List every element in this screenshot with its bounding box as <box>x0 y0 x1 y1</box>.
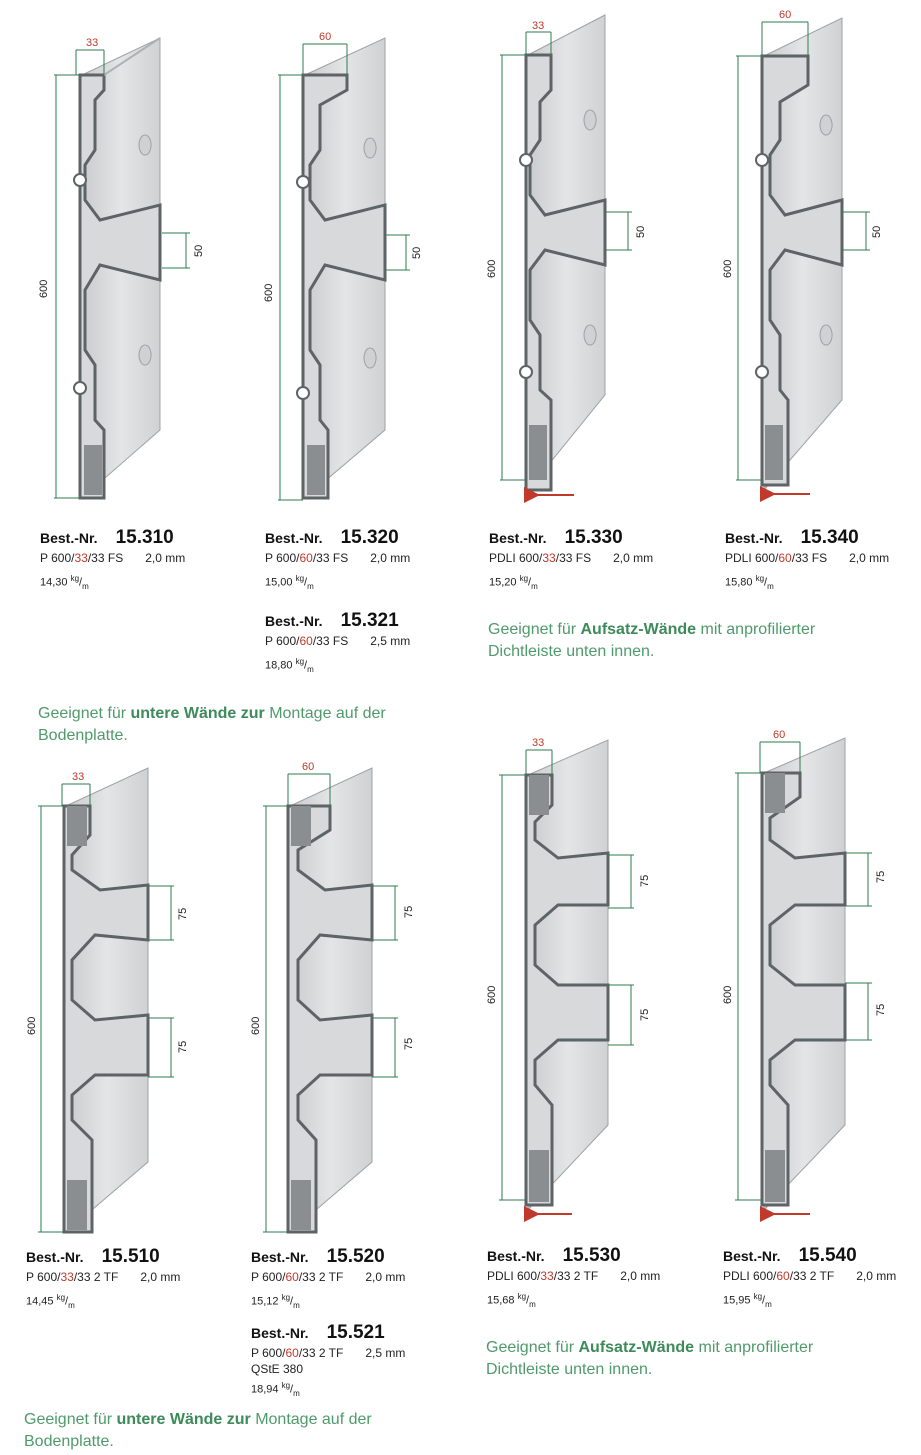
product-name: PDLI 600/33/33 FS 2,0 mm <box>489 551 654 565</box>
product-name: P 600/33/33 2 TF 2,0 mm <box>26 1270 181 1284</box>
profile-15520-depth2: 75 <box>403 1037 415 1050</box>
profile-15340-depth: 50 <box>871 225 883 238</box>
profile-15520-drawing <box>263 768 398 1232</box>
product-card-15321 <box>265 610 410 674</box>
profile-15530-drawing <box>499 740 634 1214</box>
profile-15320-height: 600 <box>263 283 275 302</box>
profile-15510-depth2: 75 <box>177 1040 189 1053</box>
weight: 14,45 $^{kg}/_m$ <box>26 1293 75 1310</box>
weight: 15,68 $^{kg}/_m$ <box>487 1292 536 1309</box>
profile-15540-width: 60 <box>773 729 786 741</box>
profile-15510-height: 600 <box>26 1016 38 1035</box>
bestnr-label: Best.-Nr. <box>265 613 323 629</box>
note-aufsatz-bottom: Geeignet für Aufsatz-Wände mit anprofilierter Dichtleiste unten innen. <box>486 1339 814 1378</box>
material: QStE 380 <box>251 1362 304 1376</box>
profile-15520-depth1: 75 <box>403 905 415 918</box>
bestnr-label: Best.-Nr. <box>40 530 98 546</box>
bestnr-value: 15.310 <box>115 527 174 548</box>
product-name: P 600/60/33 2 TF 2,5 mm <box>251 1346 406 1360</box>
product-card-15310 <box>40 527 185 591</box>
product-card-15540 <box>723 1245 896 1309</box>
profile-15310-height: 600 <box>38 279 50 298</box>
profile-15340-width: 60 <box>779 9 792 21</box>
bestnr-label: Best.-Nr. <box>489 530 547 546</box>
note-untere-top: Geeignet für untere Wände zur Montage auf der Bodenplatte. <box>38 705 386 744</box>
profile-15330-drawing <box>500 15 632 495</box>
profile-15530-depth2: 75 <box>639 1008 651 1021</box>
product-name: P 600/60/33 FS 2,5 mm <box>265 634 411 648</box>
profile-15510-width: 33 <box>72 771 85 783</box>
note-aufsatz-top: Geeignet für Aufsatz-Wände mit anprofilierter Dichtleiste unten innen. <box>488 621 816 660</box>
bestnr-label: Best.-Nr. <box>251 1249 309 1265</box>
weight: 15,80 $^{kg}/_m$ <box>725 574 774 591</box>
profile-15530-width: 33 <box>532 737 545 749</box>
profile-15330-height: 600 <box>486 259 498 278</box>
thickness: 2,0 mm <box>849 551 890 565</box>
product-name: P 600/60/33 2 TF 2,0 mm <box>251 1270 406 1284</box>
product-card-15320 <box>265 527 410 591</box>
product-card-15521 <box>251 1322 405 1398</box>
bestnr-value: 15.320 <box>340 527 399 548</box>
profile-15310-drawing <box>54 38 190 498</box>
weight: 15,95 $^{kg}/_m$ <box>723 1292 772 1309</box>
thickness: 2,0 mm <box>365 1270 406 1284</box>
product-card-15330 <box>489 527 653 591</box>
bestnr-value: 15.530 <box>562 1245 621 1266</box>
thickness: 2,0 mm <box>140 1270 181 1284</box>
thickness: 2,0 mm <box>145 551 186 565</box>
thickness: 2,0 mm <box>370 551 411 565</box>
thickness: 2,0 mm <box>856 1269 897 1283</box>
profile-15340-drawing <box>736 18 870 494</box>
bestnr-label: Best.-Nr. <box>723 1248 781 1264</box>
bestnr-label: Best.-Nr. <box>725 530 783 546</box>
profile-15330-depth: 50 <box>635 225 647 238</box>
product-name: PDLI 600/60/33 2 TF 2,0 mm <box>723 1269 897 1283</box>
profile-15510-depth1: 75 <box>177 907 189 920</box>
bestnr-value: 15.340 <box>800 527 859 548</box>
profile-15520-width: 60 <box>302 761 315 773</box>
profile-15320-width: 60 <box>319 31 332 43</box>
bestnr-value: 15.521 <box>326 1322 385 1343</box>
weight: 14,30 $^{kg}/_m$ <box>40 574 89 591</box>
profile-15320-depth: 50 <box>411 246 423 259</box>
profile-15540-height: 600 <box>722 985 734 1004</box>
profile-15310-width: 33 <box>86 37 99 49</box>
profile-15520-height: 600 <box>250 1016 262 1035</box>
weight: 15,12 $^{kg}/_m$ <box>251 1293 300 1310</box>
thickness: 2,0 mm <box>620 1269 661 1283</box>
bestnr-value: 15.330 <box>564 527 623 548</box>
product-name: PDLI 600/60/33 FS 2,0 mm <box>725 551 890 565</box>
bestnr-value: 15.510 <box>101 1246 160 1267</box>
bestnr-value: 15.321 <box>340 610 399 631</box>
profile-15540-depth1: 75 <box>875 870 887 883</box>
product-card-15520 <box>251 1246 405 1310</box>
bestnr-label: Best.-Nr. <box>26 1249 84 1265</box>
weight: 15,20 $^{kg}/_m$ <box>489 574 538 591</box>
product-name: P 600/60/33 FS 2,0 mm <box>265 551 411 565</box>
product-card-15530 <box>487 1245 660 1309</box>
product-name: P 600/33/33 FS 2,0 mm <box>40 551 186 565</box>
weight: 18,94 $^{kg}/_m$ <box>251 1381 300 1398</box>
profile-15540-depth2: 75 <box>875 1003 887 1016</box>
profile-15510-drawing <box>38 768 174 1232</box>
profile-15340-height: 600 <box>722 259 734 278</box>
profile-15530-height: 600 <box>486 985 498 1004</box>
profile-15320-drawing <box>278 38 410 500</box>
thickness: 2,0 mm <box>613 551 654 565</box>
thickness: 2,5 mm <box>370 634 411 648</box>
bestnr-value: 15.540 <box>798 1245 857 1266</box>
weight: 18,80 $^{kg}/_m$ <box>265 657 314 674</box>
profile-15330-width: 33 <box>532 20 545 32</box>
thickness: 2,5 mm <box>365 1346 406 1360</box>
profile-15530-depth1: 75 <box>639 874 651 887</box>
product-name: PDLI 600/33/33 2 TF 2,0 mm <box>487 1269 661 1283</box>
bestnr-label: Best.-Nr. <box>251 1325 309 1341</box>
note-untere-bottom: Geeignet für untere Wände zur Montage auf der Bodenplatte. <box>24 1411 372 1450</box>
profile-15540-drawing <box>735 738 872 1214</box>
bestnr-label: Best.-Nr. <box>487 1248 545 1264</box>
profile-15310-depth: 50 <box>193 244 205 257</box>
weight: 15,00 $^{kg}/_m$ <box>265 574 314 591</box>
bestnr-value: 15.520 <box>326 1246 385 1267</box>
bestnr-label: Best.-Nr. <box>265 530 323 546</box>
product-card-15510 <box>26 1246 180 1310</box>
product-card-15340 <box>725 527 889 591</box>
